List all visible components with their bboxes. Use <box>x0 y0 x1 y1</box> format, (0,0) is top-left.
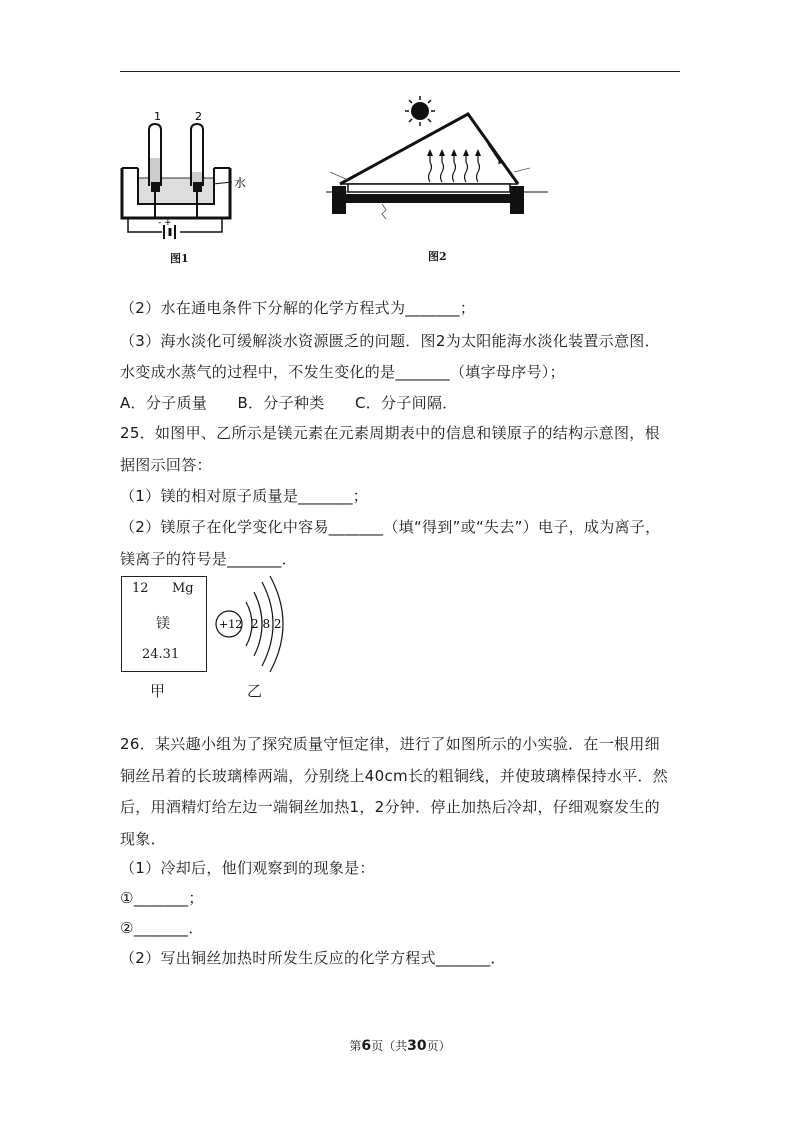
element-name: 镁 <box>156 616 170 632</box>
q26-stem-line1: 26．某兴趣小组为了探究质量守恒定律，进行了如图所示的小实验．在一根用细 <box>120 735 660 753</box>
tube-2-label: 2 <box>195 110 202 123</box>
q24-part3-line1: （3）海水淡化可缓解淡水资源匮乏的问题．图2为太阳能海水淡化装置示意图． <box>120 332 660 350</box>
q26-part1: （1）冷却后，他们观察到的现象是： <box>120 859 375 877</box>
atomic-mass: 24.31 <box>142 647 180 662</box>
q26-item1: ①_______； <box>120 889 204 907</box>
q25-stem-line1: 25．如图甲、乙所示是镁元素在元素周期表中的信息和镁原子的结构示意图，根 <box>120 424 660 442</box>
q24-options: A．分子质量 B．分子种类 C．分子间隔． <box>120 394 458 412</box>
tube-1-label: 1 <box>154 110 161 123</box>
q26-stem-line2: 铜丝吊着的长玻璃棒两端，分别绕上40cm长的粗铜线，并使玻璃棒保持水平．然 <box>120 767 669 785</box>
q25-stem-line2: 据图示回答： <box>120 456 212 474</box>
q26-stem-line3: 后，用酒精灯给左边一端铜丝加热1，2分钟．停止加热后冷却，仔细观察发生的 <box>120 798 660 816</box>
atom-diagram-label: 乙 <box>247 682 263 700</box>
water-label: 水 <box>234 176 247 190</box>
q26-item2: ②_______． <box>120 919 204 937</box>
figure-1-caption: 图1 <box>170 252 189 265</box>
battery-polarity: - + <box>158 218 172 228</box>
page-footer <box>0 1037 800 1054</box>
q25-part2-line2: 镁离子的符号是_______． <box>120 550 298 568</box>
element-card-mg <box>121 576 207 672</box>
q25-part1: （1）镁的相对原子质量是_______； <box>120 487 369 505</box>
element-symbol: Mg <box>172 581 194 596</box>
header-rule <box>120 71 680 72</box>
q25-part2-line1: （2）镁原子在化学变化中容易_______（填“得到”或“失去”）电子，成为离子， <box>120 518 661 536</box>
nucleus-charge: +12 <box>219 618 243 631</box>
footer-prefix: 第 <box>349 1039 362 1053</box>
atom-structure-diagram <box>212 574 302 674</box>
footer-suffix: 页） <box>426 1039 451 1053</box>
footer-mid: 页（共 <box>371 1039 408 1053</box>
element-card-label: 甲 <box>150 682 166 700</box>
q26-part2: （2）写出铜丝加热时所发生反应的化学方程式_______． <box>120 949 506 967</box>
q24-part2: （2）水在通电条件下分解的化学方程式为_______； <box>120 299 476 317</box>
footer-page-number: 6 <box>361 1038 372 1054</box>
sun-icon <box>411 102 429 120</box>
footer-total-pages: 30 <box>407 1038 427 1054</box>
q26-stem-line4: 现象． <box>120 830 166 848</box>
q24-part3-line2: 水变成水蒸气的过程中，不发生变化的是_______（填字母序号）； <box>120 363 565 381</box>
electron-shells: 2 8 2 <box>251 617 282 631</box>
figure-2-solar-desalination <box>318 94 558 244</box>
figure-1-electrolysis <box>118 108 258 268</box>
figure-2-caption: 图2 <box>428 250 447 263</box>
atomic-number: 12 <box>132 581 149 596</box>
